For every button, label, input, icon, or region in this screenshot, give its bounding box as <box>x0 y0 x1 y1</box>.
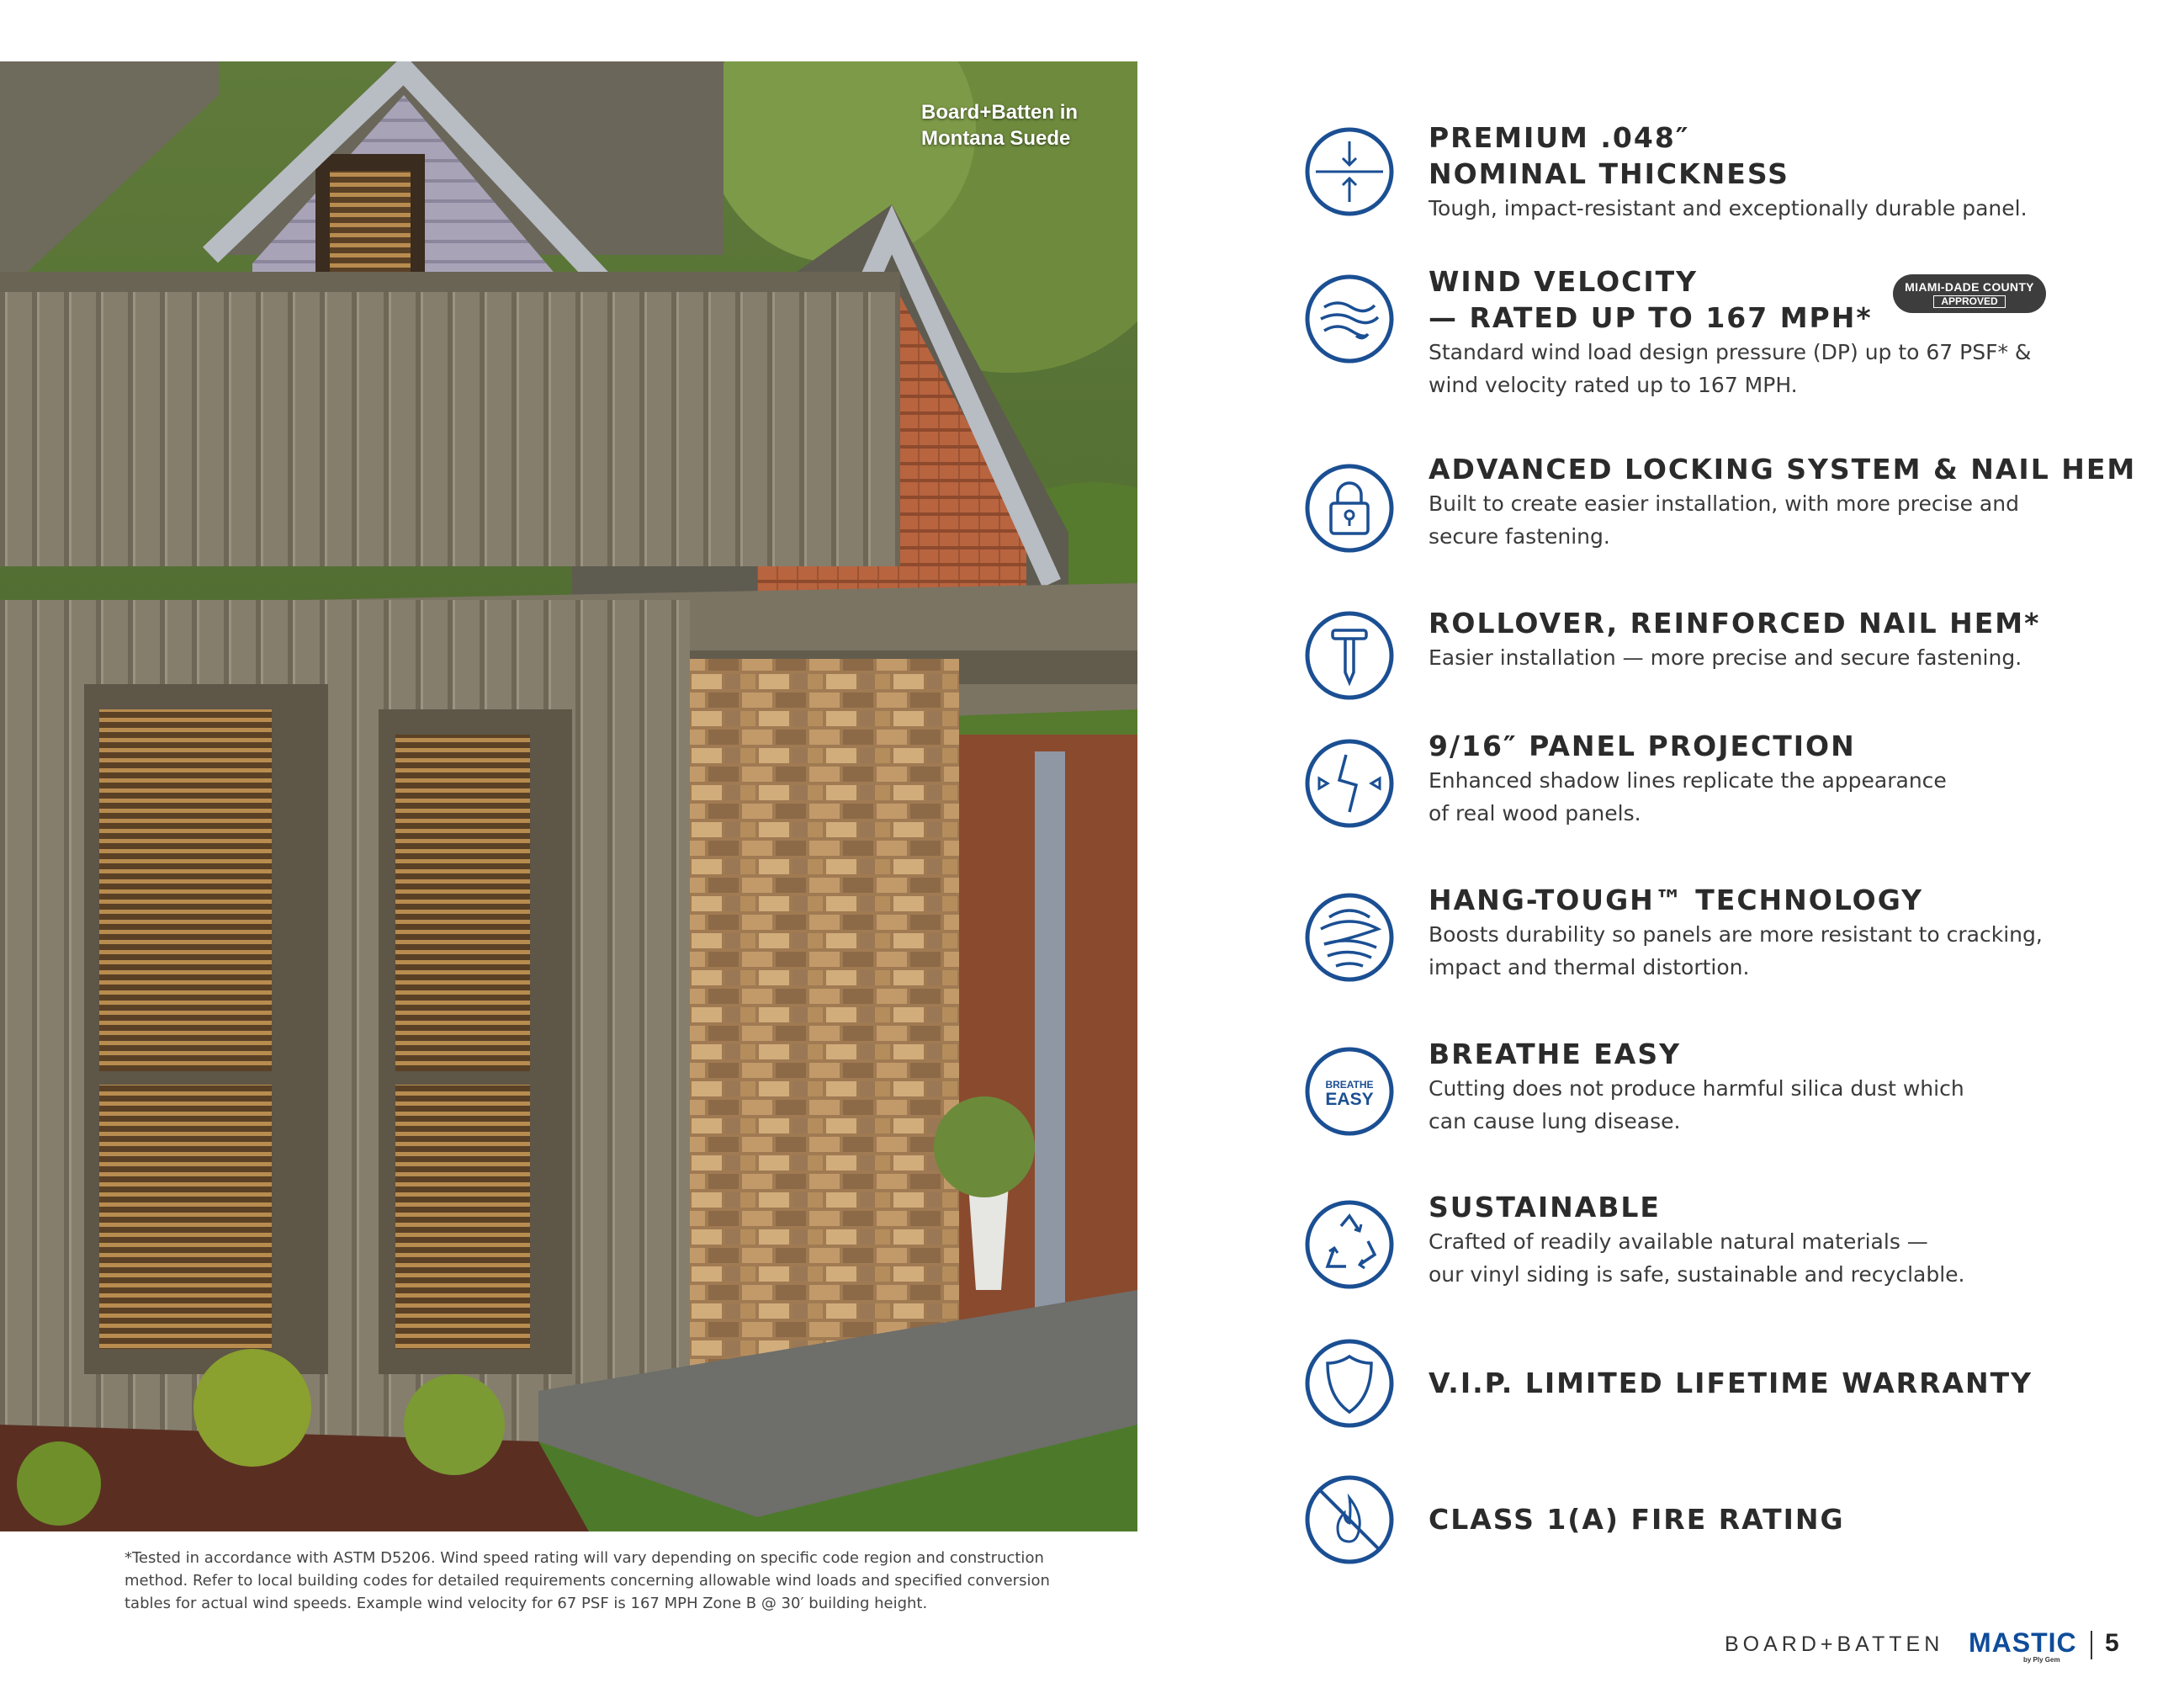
feature-title: — RATED UP TO 167 MPH* <box>1429 301 1873 334</box>
recycle-icon <box>1304 1199 1395 1290</box>
footnote-line: method. Refer to local building codes for detailed requirements concerning allowable wind loads and specified conversion <box>125 1572 1050 1590</box>
feature-title: ROLLOVER, REINFORCED NAIL HEM* <box>1429 607 2041 640</box>
padlock-icon <box>1304 463 1395 554</box>
feature-title: NOMINAL THICKNESS <box>1429 157 1789 190</box>
nail-icon <box>1304 610 1395 701</box>
feature-title: PREMIUM .048″ <box>1429 121 1690 154</box>
feature-desc: Boosts durability so panels are more resistant to cracking, <box>1429 922 2043 947</box>
badge-line1: MIAMI-DADE COUNTY <box>1905 280 2034 294</box>
footnote-line: tables for actual wind speeds. Example wind velocity for 67 PSF is 167 MPH Zone B @ 30′ building height. <box>125 1595 928 1612</box>
feature-desc: impact and thermal distortion. <box>1429 955 1750 979</box>
breathe-icon-text-bottom: EASY <box>1325 1090 1374 1109</box>
feature-desc: can cause lung disease. <box>1429 1109 1681 1133</box>
feature-desc: Crafted of readily available natural materials — <box>1429 1229 1928 1254</box>
feature-title: BREATHE EASY <box>1429 1038 1681 1070</box>
feature-title: 9/16″ PANEL PROJECTION <box>1429 730 1856 762</box>
ply-gem-logo: by Ply Gem <box>2023 1656 2060 1664</box>
feature-desc: Tough, impact-resistant and exceptionally durable panel. <box>1429 196 2028 220</box>
footer-separator <box>2091 1631 2092 1659</box>
footer-brand-bar <box>1725 1627 2145 1666</box>
badge-line2: APPROVED <box>1933 295 2005 308</box>
footnote <box>125 1547 1142 1615</box>
feature-desc: Built to create easier installation, with more precise and <box>1429 491 2019 516</box>
wind-icon <box>1304 273 1395 364</box>
feature-desc: our vinyl siding is safe, sustainable and recyclable. <box>1429 1262 1965 1287</box>
mastic-logo: MASTIC <box>1969 1627 2077 1658</box>
feature-desc: wind velocity rated up to 167 MPH. <box>1429 373 1798 397</box>
house-illustration <box>0 61 1137 1531</box>
product-name: BOARD+BATTEN <box>1725 1632 1944 1656</box>
feature-desc: Enhanced shadow lines replicate the appearance <box>1429 768 1947 793</box>
feature-title: CLASS 1(A) FIRE RATING <box>1429 1503 1845 1536</box>
breathe-easy-icon <box>1304 1046 1395 1137</box>
feature-desc: Standard wind load design pressure (DP) up to 67 PSF* & <box>1429 340 2032 364</box>
feature-title: SUSTAINABLE <box>1429 1191 1661 1224</box>
feature-title: ADVANCED LOCKING SYSTEM & NAIL HEM <box>1429 453 2137 486</box>
feature-desc: Cutting does not produce harmful silica dust which <box>1429 1076 1964 1101</box>
photo-caption: Board+Batten in Montana Suede <box>921 101 1079 150</box>
footnote-line: *Tested in accordance with ASTM D5206. Wind speed rating will vary depending on specific code region and construction <box>125 1549 1044 1567</box>
hang-tough-icon <box>1304 892 1395 983</box>
shield-icon <box>1304 1338 1395 1429</box>
feature-desc: Easier installation — more precise and secure fastening. <box>1429 645 2022 670</box>
panel-projection-icon <box>1304 738 1395 829</box>
feature-title: HANG-TOUGH™ TECHNOLOGY <box>1429 884 1923 916</box>
feature-desc: secure fastening. <box>1429 524 1610 549</box>
feature-title: WIND VELOCITY <box>1429 265 1699 298</box>
page-number: 5 <box>2105 1629 2119 1657</box>
thickness-arrows-icon <box>1304 126 1395 217</box>
no-fire-icon <box>1304 1474 1395 1565</box>
miami-dade-badge <box>1893 274 2046 313</box>
house-photo <box>0 61 1137 1531</box>
feature-title: V.I.P. LIMITED LIFETIME WARRANTY <box>1429 1367 2033 1399</box>
breathe-icon-text-top: BREATHE <box>1325 1079 1374 1091</box>
feature-desc: of real wood panels. <box>1429 801 1641 825</box>
